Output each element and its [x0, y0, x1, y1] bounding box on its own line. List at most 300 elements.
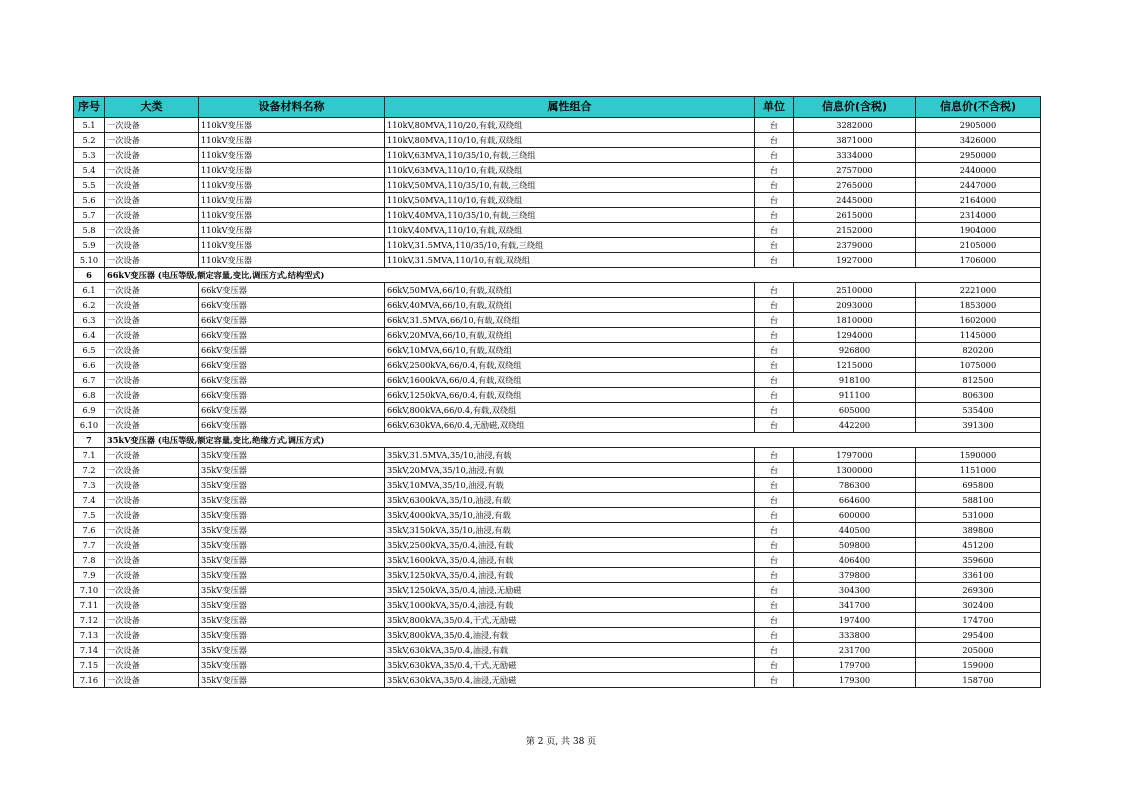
- cell-index: 7.12: [74, 613, 105, 628]
- cell-unit: 台: [755, 598, 794, 613]
- cell-price-tax-incl: 2510000: [794, 283, 916, 298]
- cell-unit: 台: [755, 463, 794, 478]
- cell-price-tax-incl: 2765000: [794, 178, 916, 193]
- cell-index: 7.7: [74, 538, 105, 553]
- cell-category: 一次设备: [105, 403, 199, 418]
- cell-material-name: 110kV变压器: [199, 118, 385, 133]
- cell-price-tax-excl: 295400: [916, 628, 1041, 643]
- cell-material-name: 35kV变压器: [199, 478, 385, 493]
- cell-material-name: 66kV变压器: [199, 388, 385, 403]
- cell-attributes: 35kV,31.5MVA,35/10,油浸,有载: [385, 448, 755, 463]
- cell-category: 一次设备: [105, 523, 199, 538]
- cell-unit: 台: [755, 538, 794, 553]
- cell-category: 一次设备: [105, 613, 199, 628]
- cell-material-name: 110kV变压器: [199, 148, 385, 163]
- section-number: 7: [74, 433, 105, 448]
- table-row: [74, 508, 1041, 523]
- cell-category: 一次设备: [105, 328, 199, 343]
- cell-category: 一次设备: [105, 583, 199, 598]
- cell-material-name: 35kV变压器: [199, 583, 385, 598]
- cell-category: 一次设备: [105, 643, 199, 658]
- table-row: [74, 568, 1041, 583]
- cell-category: 一次设备: [105, 238, 199, 253]
- cell-category: 一次设备: [105, 493, 199, 508]
- cell-price-tax-excl: 1145000: [916, 328, 1041, 343]
- cell-price-tax-excl: 1075000: [916, 358, 1041, 373]
- cell-index: 6.8: [74, 388, 105, 403]
- cell-index: 5.9: [74, 238, 105, 253]
- cell-category: 一次设备: [105, 133, 199, 148]
- section-title: 66kV变压器 (电压等级,额定容量,变比,调压方式,结构型式): [105, 268, 1041, 283]
- table-row: [74, 628, 1041, 643]
- cell-price-tax-incl: 664600: [794, 493, 916, 508]
- cell-price-tax-excl: 1706000: [916, 253, 1041, 268]
- table-row: [74, 388, 1041, 403]
- cell-index: 6.5: [74, 343, 105, 358]
- table-row: [74, 493, 1041, 508]
- header-attributes: 属性组合: [385, 97, 755, 118]
- cell-unit: 台: [755, 613, 794, 628]
- table-row: [74, 193, 1041, 208]
- cell-unit: 台: [755, 118, 794, 133]
- cell-material-name: 66kV变压器: [199, 313, 385, 328]
- cell-price-tax-incl: 1927000: [794, 253, 916, 268]
- table-row: [74, 298, 1041, 313]
- cell-material-name: 35kV变压器: [199, 493, 385, 508]
- cell-category: 一次设备: [105, 463, 199, 478]
- cell-price-tax-excl: 812500: [916, 373, 1041, 388]
- cell-category: 一次设备: [105, 208, 199, 223]
- cell-price-tax-incl: 197400: [794, 613, 916, 628]
- cell-material-name: 35kV变压器: [199, 508, 385, 523]
- table-row: [74, 613, 1041, 628]
- cell-index: 7.8: [74, 553, 105, 568]
- cell-price-tax-incl: 179700: [794, 658, 916, 673]
- table-row: [74, 418, 1041, 433]
- cell-price-tax-excl: 1151000: [916, 463, 1041, 478]
- price-table: [73, 96, 1041, 688]
- table-row: [74, 328, 1041, 343]
- cell-price-tax-incl: 3334000: [794, 148, 916, 163]
- cell-price-tax-excl: 159000: [916, 658, 1041, 673]
- cell-price-tax-incl: 1797000: [794, 448, 916, 463]
- header-unit: 单位: [755, 97, 794, 118]
- cell-attributes: 35kV,630kVA,35/0.4,油浸,有载: [385, 643, 755, 658]
- cell-material-name: 110kV变压器: [199, 238, 385, 253]
- cell-unit: 台: [755, 373, 794, 388]
- cell-attributes: 35kV,2500kVA,35/0.4,油浸,有载: [385, 538, 755, 553]
- cell-material-name: 110kV变压器: [199, 178, 385, 193]
- cell-index: 6.4: [74, 328, 105, 343]
- cell-index: 6.1: [74, 283, 105, 298]
- table-row: [74, 538, 1041, 553]
- cell-price-tax-incl: 605000: [794, 403, 916, 418]
- cell-attributes: 110kV,31.5MVA,110/10,有载,双绕组: [385, 253, 755, 268]
- cell-unit: 台: [755, 133, 794, 148]
- cell-unit: 台: [755, 508, 794, 523]
- cell-unit: 台: [755, 148, 794, 163]
- cell-category: 一次设备: [105, 553, 199, 568]
- cell-price-tax-incl: 3871000: [794, 133, 916, 148]
- cell-category: 一次设备: [105, 223, 199, 238]
- cell-attributes: 35kV,20MVA,35/10,油浸,有载: [385, 463, 755, 478]
- cell-index: 5.3: [74, 148, 105, 163]
- cell-index: 5.4: [74, 163, 105, 178]
- cell-material-name: 110kV变压器: [199, 193, 385, 208]
- cell-index: 5.8: [74, 223, 105, 238]
- cell-attributes: 66kV,10MVA,66/10,有载,双绕组: [385, 343, 755, 358]
- cell-price-tax-incl: 1810000: [794, 313, 916, 328]
- cell-index: 7.13: [74, 628, 105, 643]
- cell-price-tax-incl: 341700: [794, 598, 916, 613]
- table-body: [74, 118, 1041, 688]
- cell-material-name: 66kV变压器: [199, 418, 385, 433]
- cell-category: 一次设备: [105, 658, 199, 673]
- cell-price-tax-incl: 509800: [794, 538, 916, 553]
- cell-price-tax-excl: 2905000: [916, 118, 1041, 133]
- cell-price-tax-excl: 2164000: [916, 193, 1041, 208]
- cell-index: 6.7: [74, 373, 105, 388]
- cell-attributes: 66kV,800kVA,66/0.4,有载,双绕组: [385, 403, 755, 418]
- table-row: [74, 658, 1041, 673]
- cell-attributes: 110kV,80MVA,110/20,有载,双绕组: [385, 118, 755, 133]
- cell-unit: 台: [755, 523, 794, 538]
- cell-index: 5.2: [74, 133, 105, 148]
- cell-price-tax-incl: 2152000: [794, 223, 916, 238]
- cell-category: 一次设备: [105, 358, 199, 373]
- cell-price-tax-incl: 918100: [794, 373, 916, 388]
- cell-attributes: 66kV,40MVA,66/10,有载,双绕组: [385, 298, 755, 313]
- table-row: [74, 163, 1041, 178]
- cell-unit: 台: [755, 328, 794, 343]
- cell-index: 7.2: [74, 463, 105, 478]
- cell-category: 一次设备: [105, 388, 199, 403]
- cell-index: 5.6: [74, 193, 105, 208]
- cell-material-name: 110kV变压器: [199, 208, 385, 223]
- cell-attributes: 66kV,2500kVA,66/0.4,有载,双绕组: [385, 358, 755, 373]
- cell-index: 5.5: [74, 178, 105, 193]
- cell-unit: 台: [755, 568, 794, 583]
- cell-price-tax-incl: 379800: [794, 568, 916, 583]
- cell-unit: 台: [755, 343, 794, 358]
- section-row: [74, 433, 1041, 448]
- cell-price-tax-incl: 926800: [794, 343, 916, 358]
- cell-attributes: 35kV,1000kVA,35/0.4,油浸,有载: [385, 598, 755, 613]
- cell-price-tax-excl: 588100: [916, 493, 1041, 508]
- cell-unit: 台: [755, 223, 794, 238]
- table-row: [74, 253, 1041, 268]
- cell-attributes: 110kV,31.5MVA,110/35/10,有载,三绕组: [385, 238, 755, 253]
- cell-attributes: 66kV,1600kVA,66/0.4,有载,双绕组: [385, 373, 755, 388]
- cell-price-tax-excl: 695800: [916, 478, 1041, 493]
- cell-unit: 台: [755, 553, 794, 568]
- cell-unit: 台: [755, 163, 794, 178]
- cell-unit: 台: [755, 193, 794, 208]
- cell-price-tax-excl: 1853000: [916, 298, 1041, 313]
- cell-category: 一次设备: [105, 448, 199, 463]
- cell-price-tax-excl: 269300: [916, 583, 1041, 598]
- cell-unit: 台: [755, 583, 794, 598]
- cell-index: 7.11: [74, 598, 105, 613]
- cell-price-tax-excl: 359600: [916, 553, 1041, 568]
- table-row: [74, 463, 1041, 478]
- cell-category: 一次设备: [105, 118, 199, 133]
- cell-material-name: 35kV变压器: [199, 553, 385, 568]
- cell-material-name: 35kV变压器: [199, 463, 385, 478]
- cell-category: 一次设备: [105, 598, 199, 613]
- cell-unit: 台: [755, 628, 794, 643]
- cell-unit: 台: [755, 178, 794, 193]
- cell-unit: 台: [755, 658, 794, 673]
- cell-price-tax-incl: 442200: [794, 418, 916, 433]
- cell-price-tax-excl: 535400: [916, 403, 1041, 418]
- cell-unit: 台: [755, 298, 794, 313]
- cell-unit: 台: [755, 313, 794, 328]
- table-row: [74, 643, 1041, 658]
- cell-category: 一次设备: [105, 373, 199, 388]
- cell-price-tax-excl: 451200: [916, 538, 1041, 553]
- cell-category: 一次设备: [105, 283, 199, 298]
- table-row: [74, 523, 1041, 538]
- cell-attributes: 66kV,630kVA,66/0.4,无励磁,双绕组: [385, 418, 755, 433]
- cell-price-tax-incl: 440500: [794, 523, 916, 538]
- cell-attributes: 66kV,20MVA,66/10,有载,双绕组: [385, 328, 755, 343]
- cell-price-tax-incl: 2093000: [794, 298, 916, 313]
- cell-category: 一次设备: [105, 148, 199, 163]
- cell-index: 6.6: [74, 358, 105, 373]
- cell-category: 一次设备: [105, 253, 199, 268]
- table-row: [74, 448, 1041, 463]
- cell-index: 7.9: [74, 568, 105, 583]
- cell-category: 一次设备: [105, 163, 199, 178]
- cell-category: 一次设备: [105, 193, 199, 208]
- cell-category: 一次设备: [105, 673, 199, 688]
- table-row: [74, 283, 1041, 298]
- cell-unit: 台: [755, 253, 794, 268]
- cell-price-tax-incl: 2757000: [794, 163, 916, 178]
- cell-category: 一次设备: [105, 478, 199, 493]
- cell-price-tax-excl: 2950000: [916, 148, 1041, 163]
- cell-price-tax-incl: 1300000: [794, 463, 916, 478]
- cell-price-tax-excl: 531000: [916, 508, 1041, 523]
- cell-attributes: 110kV,50MVA,110/10,有载,双绕组: [385, 193, 755, 208]
- cell-index: 5.1: [74, 118, 105, 133]
- cell-material-name: 35kV变压器: [199, 598, 385, 613]
- cell-index: 6.2: [74, 298, 105, 313]
- cell-price-tax-incl: 2379000: [794, 238, 916, 253]
- table-row: [74, 478, 1041, 493]
- table-row: [74, 373, 1041, 388]
- cell-index: 7.1: [74, 448, 105, 463]
- cell-index: 6.9: [74, 403, 105, 418]
- cell-category: 一次设备: [105, 568, 199, 583]
- section-number: 6: [74, 268, 105, 283]
- table-row: [74, 118, 1041, 133]
- table-row: [74, 553, 1041, 568]
- cell-price-tax-excl: 2447000: [916, 178, 1041, 193]
- cell-index: 7.16: [74, 673, 105, 688]
- cell-index: 7.6: [74, 523, 105, 538]
- table-row: [74, 403, 1041, 418]
- cell-price-tax-excl: 2440000: [916, 163, 1041, 178]
- cell-unit: 台: [755, 673, 794, 688]
- cell-price-tax-incl: 179300: [794, 673, 916, 688]
- cell-price-tax-incl: 333800: [794, 628, 916, 643]
- cell-attributes: 110kV,80MVA,110/10,有载,双绕组: [385, 133, 755, 148]
- cell-material-name: 66kV变压器: [199, 283, 385, 298]
- cell-unit: 台: [755, 448, 794, 463]
- table-row: [74, 238, 1041, 253]
- cell-price-tax-excl: 391300: [916, 418, 1041, 433]
- cell-attributes: 35kV,630kVA,35/0.4,干式,无励磁: [385, 658, 755, 673]
- cell-category: 一次设备: [105, 343, 199, 358]
- cell-unit: 台: [755, 388, 794, 403]
- cell-category: 一次设备: [105, 313, 199, 328]
- cell-material-name: 110kV变压器: [199, 223, 385, 238]
- cell-price-tax-excl: 336100: [916, 568, 1041, 583]
- cell-price-tax-excl: 2105000: [916, 238, 1041, 253]
- cell-attributes: 66kV,50MVA,66/10,有载,双绕组: [385, 283, 755, 298]
- cell-attributes: 66kV,31.5MVA,66/10,有载,双绕组: [385, 313, 755, 328]
- cell-price-tax-incl: 1215000: [794, 358, 916, 373]
- cell-price-tax-incl: 2615000: [794, 208, 916, 223]
- cell-attributes: 110kV,63MVA,110/10,有载,双绕组: [385, 163, 755, 178]
- cell-attributes: 35kV,6300kVA,35/10,油浸,有载: [385, 493, 755, 508]
- cell-price-tax-incl: 600000: [794, 508, 916, 523]
- cell-material-name: 35kV变压器: [199, 523, 385, 538]
- cell-price-tax-excl: 3426000: [916, 133, 1041, 148]
- cell-category: 一次设备: [105, 298, 199, 313]
- cell-material-name: 35kV变压器: [199, 613, 385, 628]
- cell-price-tax-incl: 911100: [794, 388, 916, 403]
- cell-price-tax-excl: 389800: [916, 523, 1041, 538]
- table-row: [74, 223, 1041, 238]
- cell-material-name: 66kV变压器: [199, 403, 385, 418]
- cell-category: 一次设备: [105, 418, 199, 433]
- table-row: [74, 598, 1041, 613]
- cell-attributes: 110kV,50MVA,110/35/10,有载,三绕组: [385, 178, 755, 193]
- cell-material-name: 66kV变压器: [199, 298, 385, 313]
- cell-unit: 台: [755, 403, 794, 418]
- cell-price-tax-excl: 1904000: [916, 223, 1041, 238]
- cell-material-name: 35kV变压器: [199, 658, 385, 673]
- cell-material-name: 110kV变压器: [199, 133, 385, 148]
- cell-price-tax-excl: 806300: [916, 388, 1041, 403]
- cell-index: 7.15: [74, 658, 105, 673]
- cell-material-name: 110kV变压器: [199, 163, 385, 178]
- header-category: 大类: [105, 97, 199, 118]
- cell-material-name: 35kV变压器: [199, 673, 385, 688]
- cell-price-tax-incl: 786300: [794, 478, 916, 493]
- cell-price-tax-excl: 302400: [916, 598, 1041, 613]
- cell-unit: 台: [755, 208, 794, 223]
- cell-unit: 台: [755, 238, 794, 253]
- cell-price-tax-excl: 174700: [916, 613, 1041, 628]
- table-row: [74, 583, 1041, 598]
- cell-attributes: 35kV,1600kVA,35/0.4,油浸,有载: [385, 553, 755, 568]
- table-row: [74, 178, 1041, 193]
- cell-attributes: 35kV,800kVA,35/0.4,油浸,有载: [385, 628, 755, 643]
- header-price-tax-excl: 信息价(不含税): [916, 97, 1041, 118]
- cell-attributes: 35kV,10MVA,35/10,油浸,有载: [385, 478, 755, 493]
- cell-category: 一次设备: [105, 178, 199, 193]
- cell-attributes: 110kV,40MVA,110/10,有载,双绕组: [385, 223, 755, 238]
- cell-index: 5.7: [74, 208, 105, 223]
- cell-material-name: 66kV变压器: [199, 358, 385, 373]
- cell-attributes: 35kV,3150kVA,35/10,油浸,有载: [385, 523, 755, 538]
- cell-index: 7.3: [74, 478, 105, 493]
- cell-price-tax-excl: 2314000: [916, 208, 1041, 223]
- cell-material-name: 35kV变压器: [199, 628, 385, 643]
- cell-price-tax-excl: 820200: [916, 343, 1041, 358]
- cell-index: 7.5: [74, 508, 105, 523]
- cell-category: 一次设备: [105, 628, 199, 643]
- cell-material-name: 35kV变压器: [199, 448, 385, 463]
- cell-attributes: 35kV,800kVA,35/0.4,干式,无励磁: [385, 613, 755, 628]
- header-material-name: 设备材料名称: [199, 97, 385, 118]
- cell-index: 5.10: [74, 253, 105, 268]
- cell-material-name: 110kV变压器: [199, 253, 385, 268]
- cell-price-tax-incl: 231700: [794, 643, 916, 658]
- cell-attributes: 35kV,630kVA,35/0.4,油浸,无励磁: [385, 673, 755, 688]
- cell-price-tax-excl: 1602000: [916, 313, 1041, 328]
- cell-category: 一次设备: [105, 538, 199, 553]
- cell-price-tax-incl: 406400: [794, 553, 916, 568]
- cell-material-name: 35kV变压器: [199, 568, 385, 583]
- cell-attributes: 35kV,4000kVA,35/10,油浸,有载: [385, 508, 755, 523]
- header-index: 序号: [74, 97, 105, 118]
- cell-unit: 台: [755, 283, 794, 298]
- section-title: 35kV变压器 (电压等级,额定容量,变比,绝缘方式,调压方式): [105, 433, 1041, 448]
- cell-category: 一次设备: [105, 508, 199, 523]
- cell-attributes: 35kV,1250kVA,35/0.4,油浸,无励磁: [385, 583, 755, 598]
- cell-material-name: 35kV变压器: [199, 643, 385, 658]
- table-row: [74, 208, 1041, 223]
- table-row: [74, 133, 1041, 148]
- cell-material-name: 66kV变压器: [199, 328, 385, 343]
- table-row: [74, 148, 1041, 163]
- cell-index: 7.10: [74, 583, 105, 598]
- cell-attributes: 110kV,40MVA,110/35/10,有载,三绕组: [385, 208, 755, 223]
- cell-price-tax-excl: 1590000: [916, 448, 1041, 463]
- cell-index: 6.3: [74, 313, 105, 328]
- cell-index: 7.14: [74, 643, 105, 658]
- table-row: [74, 673, 1041, 688]
- cell-index: 7.4: [74, 493, 105, 508]
- table-header-row: [74, 97, 1041, 118]
- cell-price-tax-excl: 158700: [916, 673, 1041, 688]
- cell-unit: 台: [755, 643, 794, 658]
- table-row: [74, 313, 1041, 328]
- cell-attributes: 66kV,1250kVA,66/0.4,有载,双绕组: [385, 388, 755, 403]
- cell-attributes: 110kV,63MVA,110/35/10,有载,三绕组: [385, 148, 755, 163]
- cell-price-tax-incl: 304300: [794, 583, 916, 598]
- table-row: [74, 358, 1041, 373]
- section-row: [74, 268, 1041, 283]
- cell-unit: 台: [755, 418, 794, 433]
- cell-unit: 台: [755, 358, 794, 373]
- cell-attributes: 35kV,1250kVA,35/0.4,油浸,有载: [385, 568, 755, 583]
- cell-price-tax-excl: 2221000: [916, 283, 1041, 298]
- cell-price-tax-incl: 2445000: [794, 193, 916, 208]
- cell-price-tax-excl: 205000: [916, 643, 1041, 658]
- cell-material-name: 35kV变压器: [199, 538, 385, 553]
- cell-unit: 台: [755, 493, 794, 508]
- cell-material-name: 66kV变压器: [199, 343, 385, 358]
- cell-material-name: 66kV变压器: [199, 373, 385, 388]
- cell-index: 6.10: [74, 418, 105, 433]
- cell-unit: 台: [755, 478, 794, 493]
